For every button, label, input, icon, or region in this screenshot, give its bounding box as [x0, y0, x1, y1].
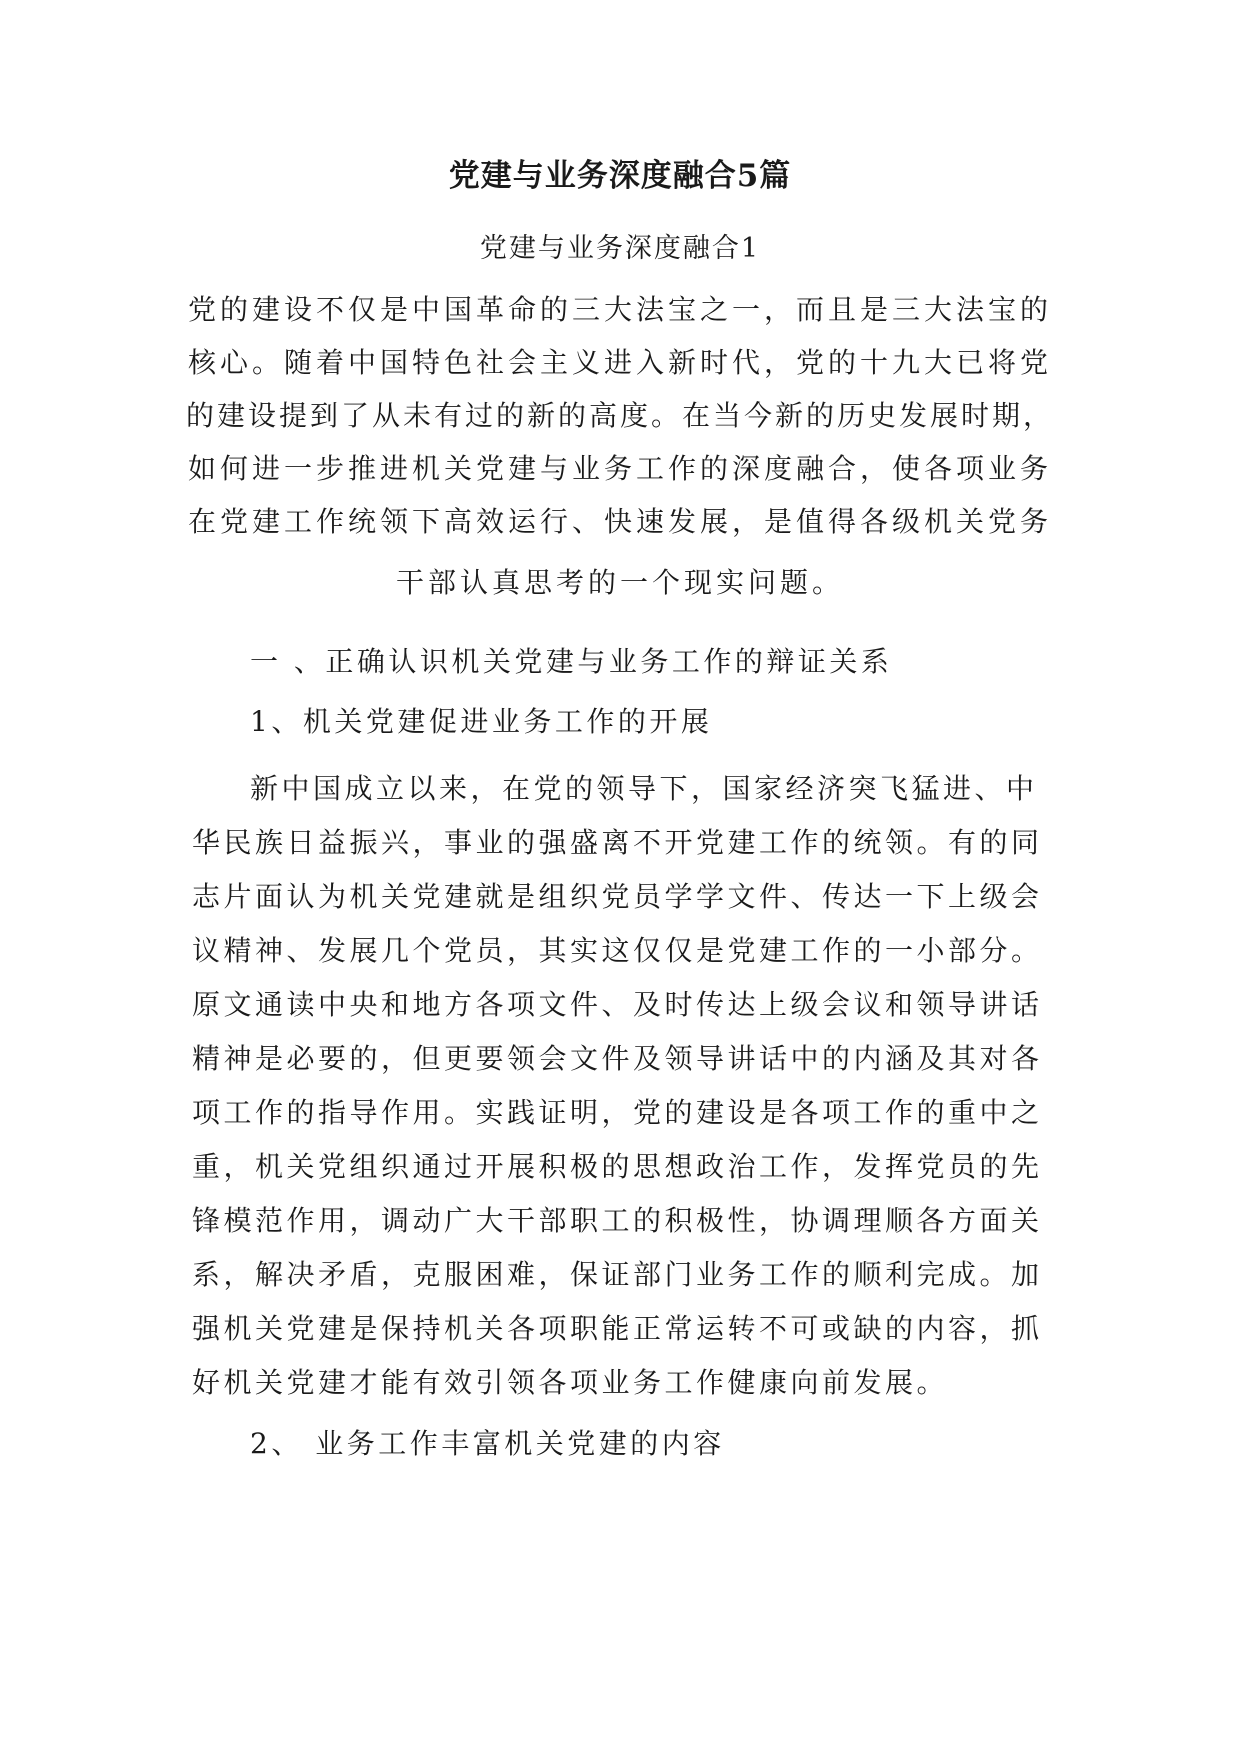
intro-line: 党的建设不仅是中国革命的三大法宝之一，而且是三大法宝的 — [187, 293, 1052, 326]
intro-line: 的建设提到了从未有过的新的高度。在当今新的历史发展时期， — [185, 399, 1054, 432]
body-line: 新中国成立以来，在党的领导下，国家经济突飞猛进、中 — [250, 772, 1038, 805]
document-title: 党建与业务深度融合5篇 — [448, 158, 792, 194]
intro-line: 在党建工作统领下高效运行、快速发展，是值得各级机关党务 — [187, 505, 1052, 538]
body-line: 项工作的指导作用。实践证明，党的建设是各项工作的重中之 — [192, 1096, 1043, 1129]
body-line: 重，机关党组织通过开展积极的思想政治工作，发挥党员的先 — [192, 1150, 1043, 1183]
body-line: 好机关党建才能有效引领各项业务工作健康向前发展。 — [192, 1366, 949, 1399]
body-line: 志片面认为机关党建就是组织党员学学文件、传达一下上级会 — [192, 880, 1043, 913]
body-line: 系，解决矛盾，克服困难，保证部门业务工作的顺利完成。加 — [192, 1258, 1043, 1291]
body-line: 精神是必要的，但更要领会文件及领导讲话中的内涵及其对各 — [192, 1042, 1043, 1075]
intro-line: 核心。随着中国特色社会主义进入新时代，党的十九大已将党 — [187, 346, 1052, 379]
body-line: 华民族日益振兴，事业的强盛离不开党建工作的统领。有的同 — [192, 826, 1043, 859]
body-line: 锋模范作用，调动广大干部职工的积极性，协调理顺各方面关 — [192, 1204, 1043, 1237]
body-line: 原文通读中央和地方各项文件、及时传达上级会议和领导讲话 — [192, 988, 1043, 1021]
body-line: 议精神、发展几个党员，其实这仅仅是党建工作的一小部分。 — [192, 934, 1043, 967]
document-subtitle: 党建与业务深度融合1 — [479, 233, 761, 264]
section-heading: 一 、正确认识机关党建与业务工作的辩证关系 — [250, 645, 893, 678]
subsection-heading: 2、 业务工作丰富机关党建的内容 — [250, 1427, 725, 1460]
subsection-heading: 1、机关党建促进业务工作的开展 — [250, 705, 713, 738]
body-line: 强机关党建是保持机关各项职能正常运转不可或缺的内容，抓 — [192, 1312, 1043, 1345]
intro-line: 干部认真思考的一个现实问题。 — [395, 566, 844, 599]
intro-line: 如何进一步推进机关党建与业务工作的深度融合，使各项业务 — [187, 452, 1052, 485]
